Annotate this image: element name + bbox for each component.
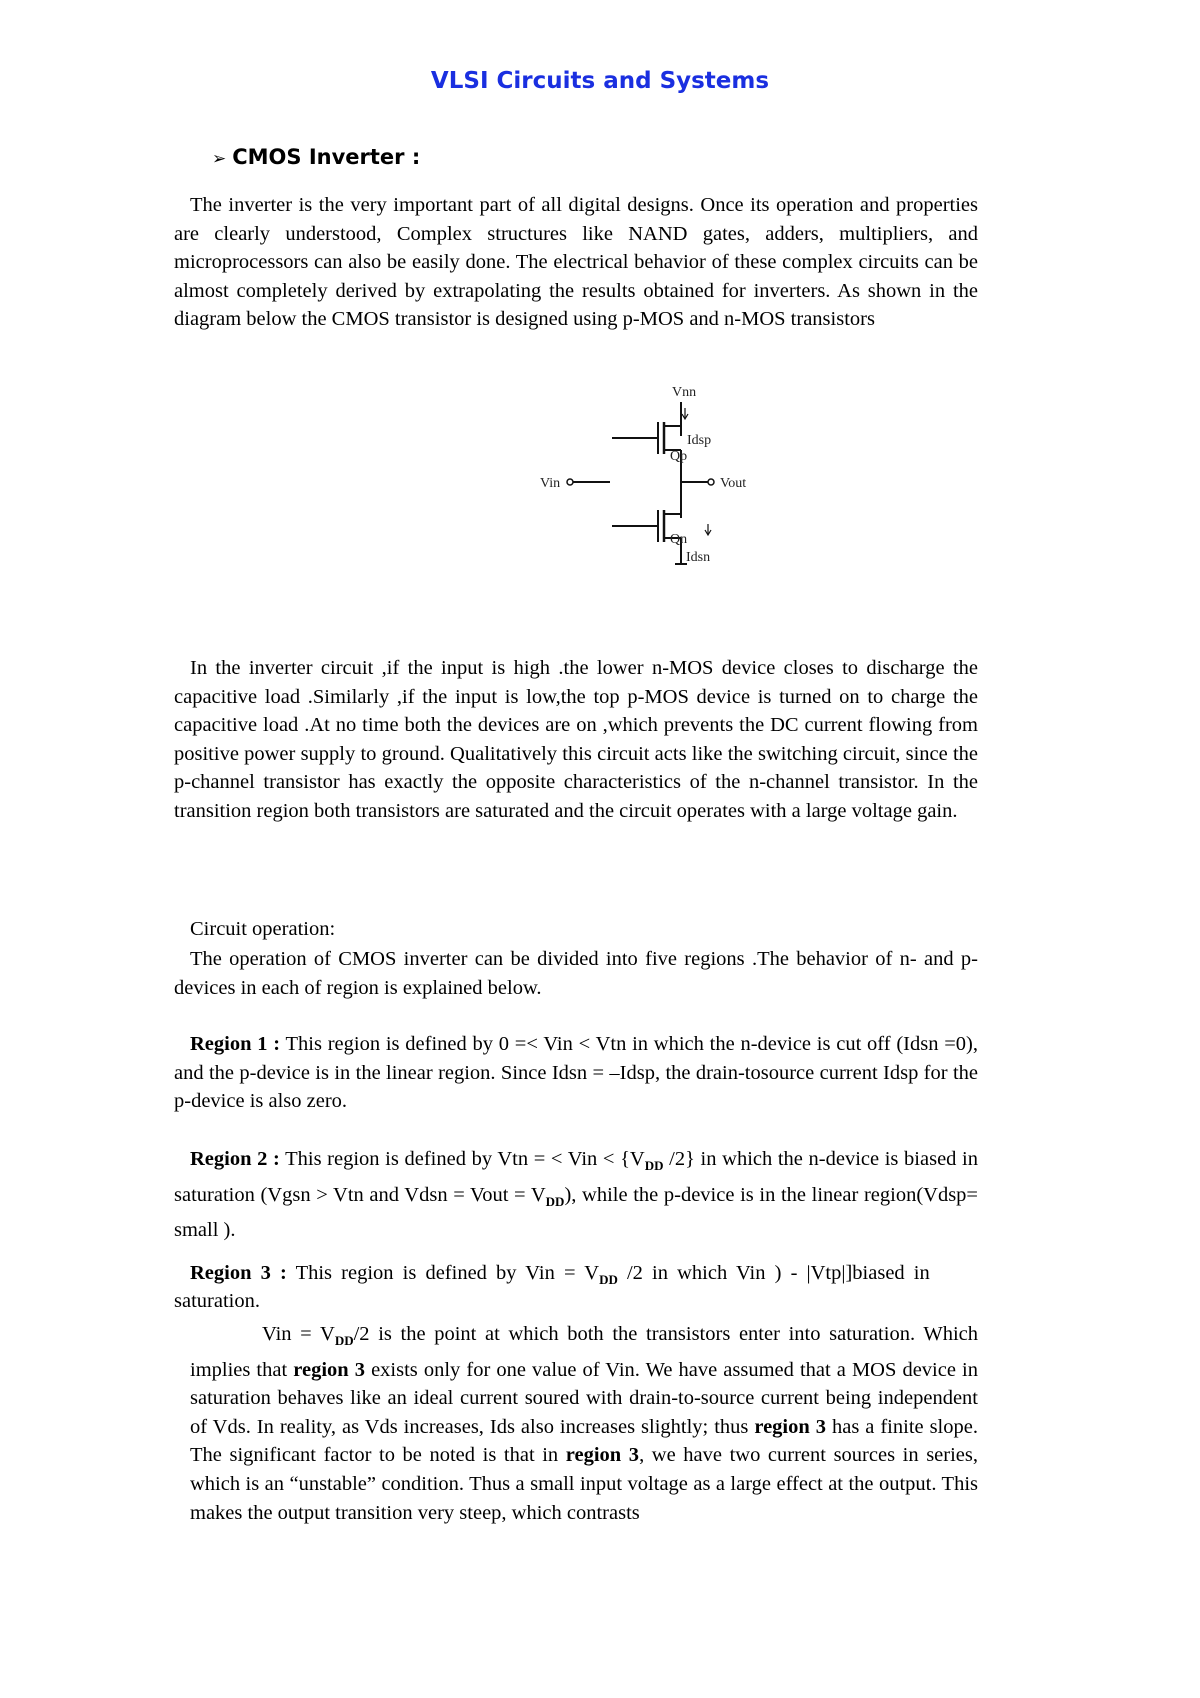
document-title: VLSI Circuits and Systems [430,68,770,94]
intro-paragraph: The inverter is the very important part of all digital designs. Once its operation and properties are clearly understood, Complex structures like NAND gates, adders, multipliers, and microprocessors can also be easily done. The electrical behavior of these complex circuits can be almost completely derived by extrapolating the results obtained for inverters. As shown in the diagram below the CMOS transistor is designed using p-MOS and n-MOS transistors [174,194,978,331]
vin-terminal [567,479,573,485]
region2-sub-2: DD [545,1193,565,1209]
region1-label: Region 1 : [190,1033,281,1055]
region2-sub-1: DD [644,1158,664,1174]
region3-detail-c: exists only for one value of Vin. We have assumed that a MOS device in saturation behaves like an ideal current soured with drain-to-source current being independent of Vds. In reality, as Vds increases, Ids also increases slightly; thus [190,1358,978,1438]
region1-paragraph [174,1030,978,1116]
section-heading [212,145,420,169]
qn-label: Qn [670,532,688,547]
qp-label: Qp [670,449,688,464]
region2-paragraph [174,1145,978,1245]
cmos-inverter-diagram [540,378,780,608]
region3-text-2: /2 in which Vin ) - |Vtp|]biased in [617,1262,930,1284]
region3-sub-1: DD [599,1272,618,1288]
idsn-label: Idsn [686,550,711,565]
region3-line [190,1262,930,1288]
region3-detail-e: , we have two current sources in series, which is an “unstable” condition. Thus a small input voltage as a large effect at the output. This makes the output transition very steep, which contrasts [190,1444,978,1524]
vout-terminal [708,479,714,485]
region3-ref-2: region 3 [754,1415,826,1438]
region2-text-2: /2} in which the n-device is biased in saturation (Vgsn > Vtn and Vdsn = Vout = V [174,1148,978,1206]
vdd-label: Vnn [672,385,697,400]
region3-ref-3: region 3 [565,1444,640,1467]
region3-detail-b: /2 is the point at which both the transistors enter into saturation. Which implies that [190,1323,979,1381]
region2-label: Region 2 : [190,1148,280,1170]
region3-detail-a: Vin = V [262,1323,335,1345]
region2-text-1: This region is defined by Vtn = < Vin < {V [285,1148,645,1170]
operation-paragraph: In the inverter circuit ,if the input is high .the lower n-MOS device closes to discharge the capacitive load .Similarly ,if the input is low,the top p-MOS device is turned on to charge the capacitive load .At no time both the devices are on ,which prevents the DC current flowing from positive power supply to ground. Qualitatively this circuit acts like the switching circuit, since the p-channel transistor has exactly the opposite characteristics of the n-channel transistor. In the transition region both transistors are saturated and the circuit operates with a large voltage gain. [174,657,978,822]
idsp-label: Idsp [687,433,712,448]
region2-text-3: ), while the p-device is in the linear region(Vdsp= small ). [174,1183,978,1242]
region3-detail-paragraph [190,1320,978,1527]
vout-label: Vout [720,476,747,491]
circuit-operation-paragraph: The operation of CMOS inverter can be divided into five regions .The behavior of n- and p- devices in each of region is explained below. [174,948,978,999]
vin-label: Vin [540,476,561,491]
arrow-bullet-icon: ➢ [212,149,227,169]
circuit-operation-label: Circuit operation: [190,918,336,940]
region3-text-1: This region is defined by Vin = V [295,1262,600,1284]
region3-label: Region 3 : [190,1262,287,1284]
section-heading-text: CMOS Inverter : [232,145,421,169]
region3-detail-d: has a finite slope. The significant factor to be noted is that in [190,1415,978,1467]
region3-line-2: saturation. [174,1290,260,1312]
region3-detail-sub: DD [334,1333,354,1349]
region3-ref-1: region 3 [293,1358,365,1381]
region1-text: This region is defined by 0 =< Vin < Vtn in which the n-device is cut off (Idsn =0), and the p-device is in the linear region. Since Idsn = –Idsp, the drain-tosource current Idsp for the p-device is also zero. [174,1033,978,1113]
